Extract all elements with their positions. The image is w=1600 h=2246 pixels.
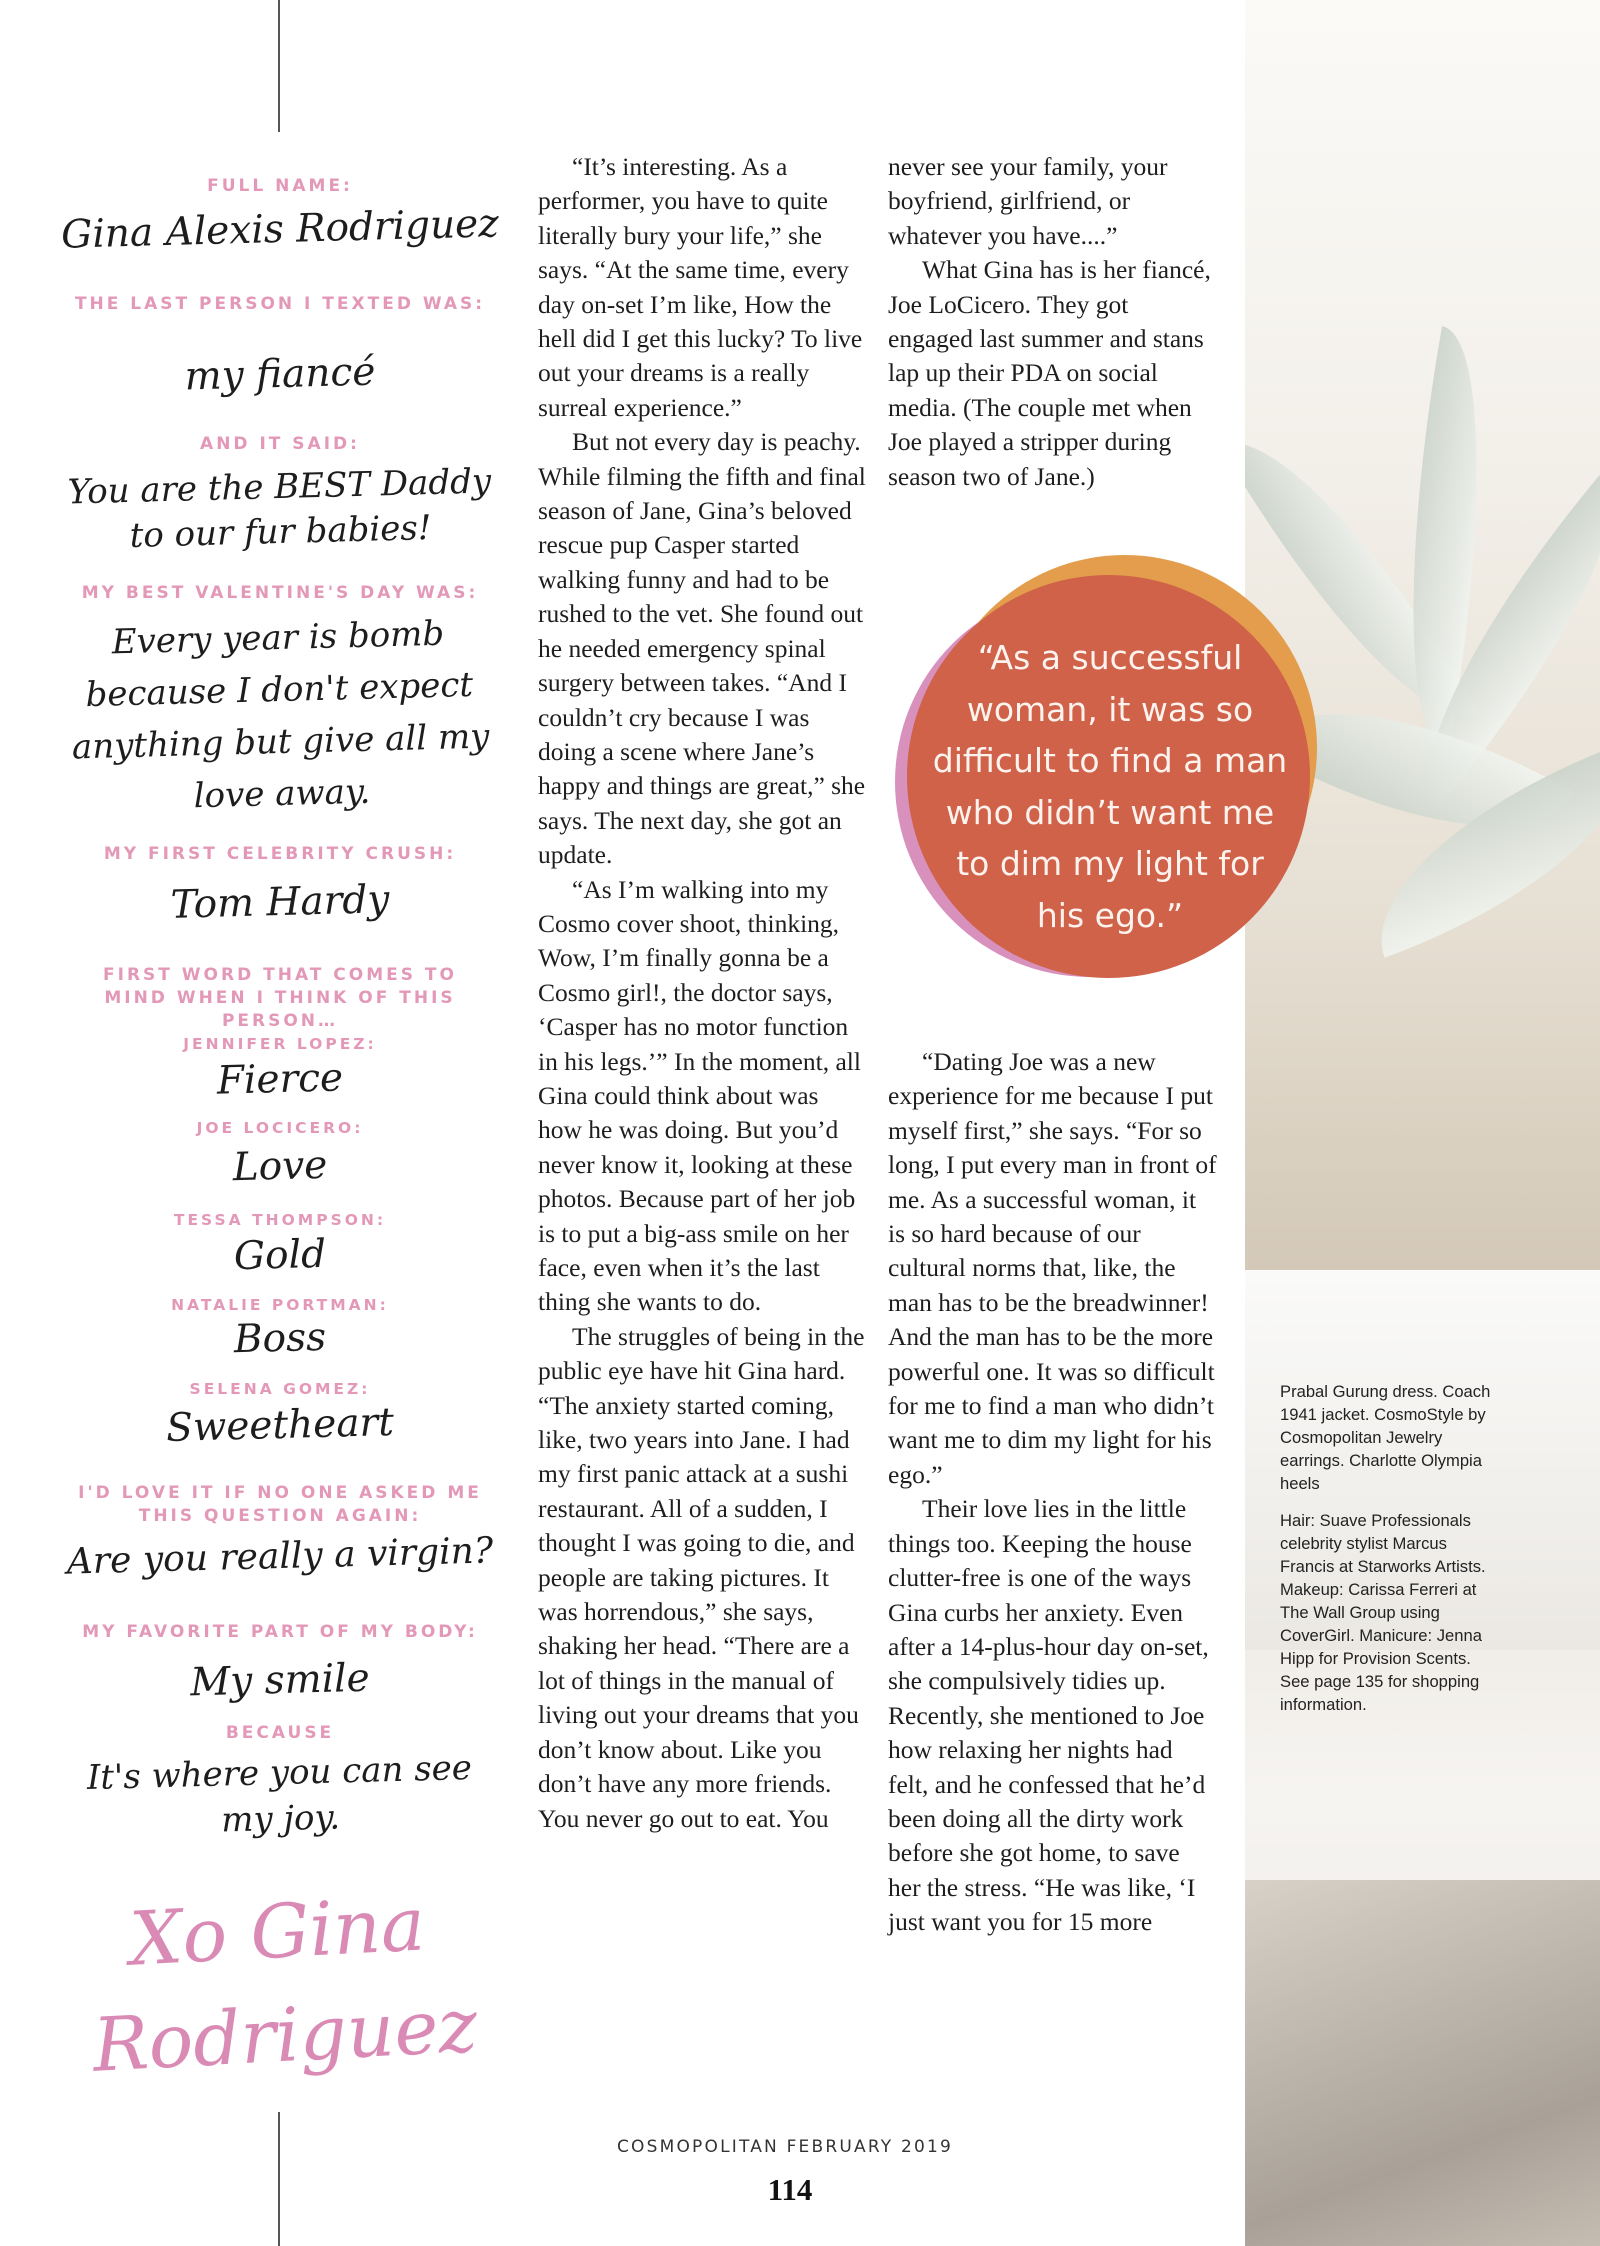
- a-joe-locicero: Love: [232, 1142, 328, 1191]
- credits-wardrobe: Prabal Gurung dress. Coach 1941 jacket. CosmoStyle by Cosmopolitan Jewelry earrings. Charlotte Olympia heels: [1280, 1382, 1491, 1493]
- q-label-no-one-asked: I'D LOVE IT IF NO ONE ASKED ME THIS QUESTION AGAIN:: [78, 1483, 482, 1526]
- q-label-tessa-thompson: TESSA THOMPSON:: [173, 1211, 387, 1229]
- col1-paragraph: “It’s interesting. As a performer, you have to quite literally bury your life,” she says. “At the same time, every day on-set I’m like, How the hell did I get this lucky? To live out your dreams is a really surreal experience.”: [538, 152, 863, 422]
- col2-paragraph: never see your family, your boyfriend, girlfriend, or whatever you have....”: [888, 152, 1168, 250]
- page-number: 114: [767, 2172, 813, 2207]
- q-label-joe-locicero: JOE LOCICERO:: [196, 1119, 364, 1137]
- a-valentines: Every year is bomb because I don't expect anything but give all my love away.: [71, 613, 490, 817]
- a-celebrity-crush: Tom Hardy: [170, 877, 390, 928]
- col1-paragraph: “As I’m walking into my Cosmo cover shoot, thinking, Wow, I’m finally gonna be a Cosmo girl!, the doctor says, ‘Casper has no motor function in his legs.’” In the moment, all Gina could think about was how he was doing. But you’d never know it, looking at these photos. Because part of her job is to put a big-ass smile on her face, even when it’s the last thing she wants to do.: [538, 874, 861, 1317]
- photo-credits: [1280, 1380, 1498, 1730]
- col2-paragraph: What Gina has is her fiancé, Joe LoCicero. They got engaged last summer and stans lap up their PDA on social media. (The couple met when Joe played a stripper during season two of Jane.): [888, 255, 1211, 491]
- q-label-it-said: AND IT SAID:: [200, 434, 360, 454]
- article-column-2-bottom: [888, 1045, 1218, 1940]
- q-label-selena-gomez: SELENA GOMEZ:: [189, 1380, 371, 1398]
- a-last-texted: my fiancé: [184, 349, 376, 400]
- agave-photo: [1245, 0, 1600, 2246]
- q-label-celebrity-crush: MY FIRST CELEBRITY CRUSH:: [103, 844, 457, 864]
- q-label-first-word: FIRST WORD THAT COMES TO MIND WHEN I THINK OF THIS PERSON…: [103, 965, 457, 1031]
- a-because: It's where you can see my joy.: [86, 1747, 473, 1841]
- col1-paragraph: But not every day is peachy. While filming the fifth and final season of Jane, Gina’s beloved rescue pup Casper started walking funny and had to be rushed to the vet. She found out he needed emergency spinal surgery between takes. “And I couldn’t cry because I was doing a scene where Jane’s happy and things are great,” she says. The next day, she got an update.: [538, 427, 866, 870]
- q-label-valentines: MY BEST VALENTINE'S DAY WAS:: [81, 583, 479, 603]
- q-label-last-texted: THE LAST PERSON I TEXTED WAS:: [74, 294, 486, 314]
- q-label-jennifer-lopez: JENNIFER LOPEZ:: [183, 1035, 377, 1053]
- col2-paragraph: “Dating Joe was a new experience for me because I put myself first,” she says. “For so long, I put every man in front of me. As a successful woman, it is so hard because of our cultural norms that, like, the man has to be the breadwinner! And the man has to be the more powerful one. It was so difficult for me to find a man who didn’t want me to dim my light for his ego.”: [888, 1047, 1217, 1489]
- credits-beauty: Hair: Suave Professionals celebrity stylist Marcus Francis at Starworks Artists. Makeup: Carissa Ferreri at The Wall Group using CoverGirl. Manicure: Jenna Hipp for Provision Scents. See page 135 for shopping information.: [1280, 1511, 1486, 1714]
- a-it-said: You are the BEST Daddy to our fur babies!: [67, 461, 492, 556]
- a-favorite-part: My smile: [189, 1655, 371, 1706]
- vertical-rule-top: [278, 0, 280, 132]
- footer-magazine: COSMOPOLITAN FEBRUARY 2019: [616, 2137, 954, 2157]
- q-label-because: BECAUSE: [225, 1723, 335, 1743]
- pull-quote: “As a successful woman, it was so difficult to find a man who didn’t want me to dim my light for his ego.”: [932, 638, 1288, 935]
- col1-paragraph: The struggles of being in the public eye have hit Gina hard. “The anxiety started coming, like, two years into Jane. I had my first panic attack at a sushi restaurant. All of a sudden, I thought I was going to die, and people are taking pictures. It was horrendous,” she says, shaking her head. “There are a lot of things in the manual of living out your dreams that you don’t know about. Like you don’t have any more friends. You never go out to eat. You: [538, 1321, 865, 1833]
- q-label-favorite-part: MY FAVORITE PART OF MY BODY:: [82, 1622, 478, 1642]
- a-natalie-portman: Boss: [233, 1314, 327, 1363]
- q-label-natalie-portman: NATALIE PORTMAN:: [171, 1296, 389, 1314]
- article-column-1: [538, 150, 868, 1836]
- a-full-name: Gina Alexis Rodriguez: [60, 201, 500, 258]
- a-no-one-asked: Are you really a virgin?: [66, 1530, 494, 1583]
- q-label-full-name: FULL NAME:: [207, 176, 353, 196]
- a-selena-gomez: Sweetheart: [165, 1400, 395, 1451]
- a-tessa-thompson: Gold: [233, 1231, 327, 1280]
- col2-paragraph: Their love lies in the little things too. Keeping the house clutter-free is one of the ways Gina curbs her anxiety. Even after a 14-plus-hour day on-set, she compulsively tidies up. Recently, she mentioned to Joe how relaxing her nights had felt, and he confessed that he’d been doing all the dirty work before she got home, to save her the stress. “He was like, ‘I just want you for 15 more: [888, 1494, 1209, 1937]
- a-jennifer-lopez: Fierce: [216, 1055, 344, 1104]
- signature: Xo Gina Rodriguez: [90, 1881, 480, 2089]
- article-column-2-top: [888, 150, 1218, 494]
- vertical-rule-bottom: [278, 2112, 280, 2246]
